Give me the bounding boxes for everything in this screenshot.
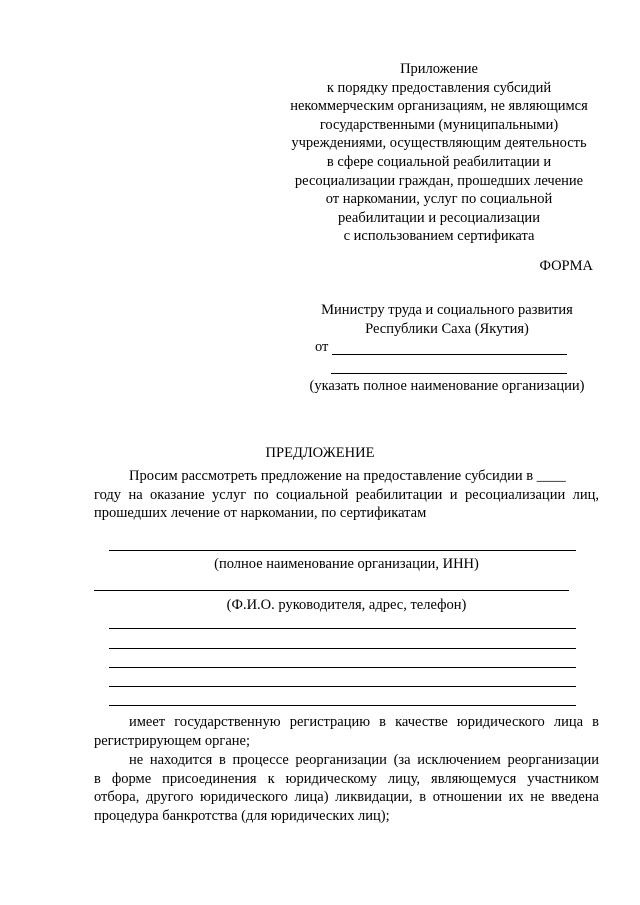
from-label: от [315,339,329,355]
intro-paragraph [94,467,599,523]
addressee-line-1: Министру труда и социального развития [321,302,573,318]
document-heading: ПРЕДЛОЖЕНИЕ [265,445,375,461]
appendix-line: ресоциализации граждан, прошедших лечение [294,172,584,189]
org-name-fill-line[interactable] [331,373,567,374]
reorganization-line-3: отбора, другого юридического лица) ликвидации, в отношении их не введена [94,789,599,806]
registration-line-1: имеет государственную регистрацию в качестве юридического лица в [129,714,599,730]
blank-line[interactable] [109,667,576,668]
reorganization-paragraph [94,751,599,825]
appendix-line: от наркомании, услуг по социальной [325,191,553,208]
appendix-line: в сфере социальной реабилитации и [326,153,552,170]
blank-line[interactable] [109,628,576,629]
registration-paragraph [94,713,599,750]
registration-line-2: регистрирующем органе; [94,732,251,749]
addressee-line-2: Республики Саха (Якутия) [365,320,529,337]
addressee-block [294,301,600,338]
from-fill-line[interactable] [332,354,567,355]
org-name-caption: (полное наименование организации, ИНН) [214,556,479,572]
form-label: ФОРМА [539,258,593,274]
reorganization-line-2: в форме присоединения к юридическому лицу, являющемуся участником [94,770,599,787]
reorganization-line-4: процедура банкротства (для юридических лиц); [94,807,390,824]
blank-line[interactable] [109,648,576,649]
appendix-line: Приложение [400,61,478,77]
intro-line-1: Просим рассмотреть предложение на предоставление субсидии в ____ [129,468,566,484]
appendix-line: учреждениями, осуществляющим деятельность [291,135,587,152]
blank-line[interactable] [109,705,576,706]
blank-line[interactable] [109,686,576,687]
appendix-line: некоммерческим организациям, не являющимся [290,98,588,115]
intro-line-2: году на оказание услуг по социальной реабилитации и ресоциализации лиц, [94,486,599,503]
appendix-line: государственными (муниципальными) [319,116,559,133]
org-name-line[interactable] [109,550,576,551]
org-name-hint: (указать полное наименование организации) [309,378,585,394]
appendix-header [280,60,598,246]
appendix-line: реабилитации и ресоциализации [338,209,540,226]
appendix-line: с использованием сертификата [343,228,535,245]
head-info-line[interactable] [94,590,569,591]
appendix-line: к порядку предоставления субсидий [326,79,552,96]
from-row [315,338,575,358]
intro-line-3: прошедших лечение от наркомании, по сертификатам [94,505,427,522]
reorganization-line-1: не находится в процессе реорганизации (за исключением реорганизации [129,752,599,768]
head-info-caption: (Ф.И.О. руководителя, адрес, телефон) [226,597,467,613]
